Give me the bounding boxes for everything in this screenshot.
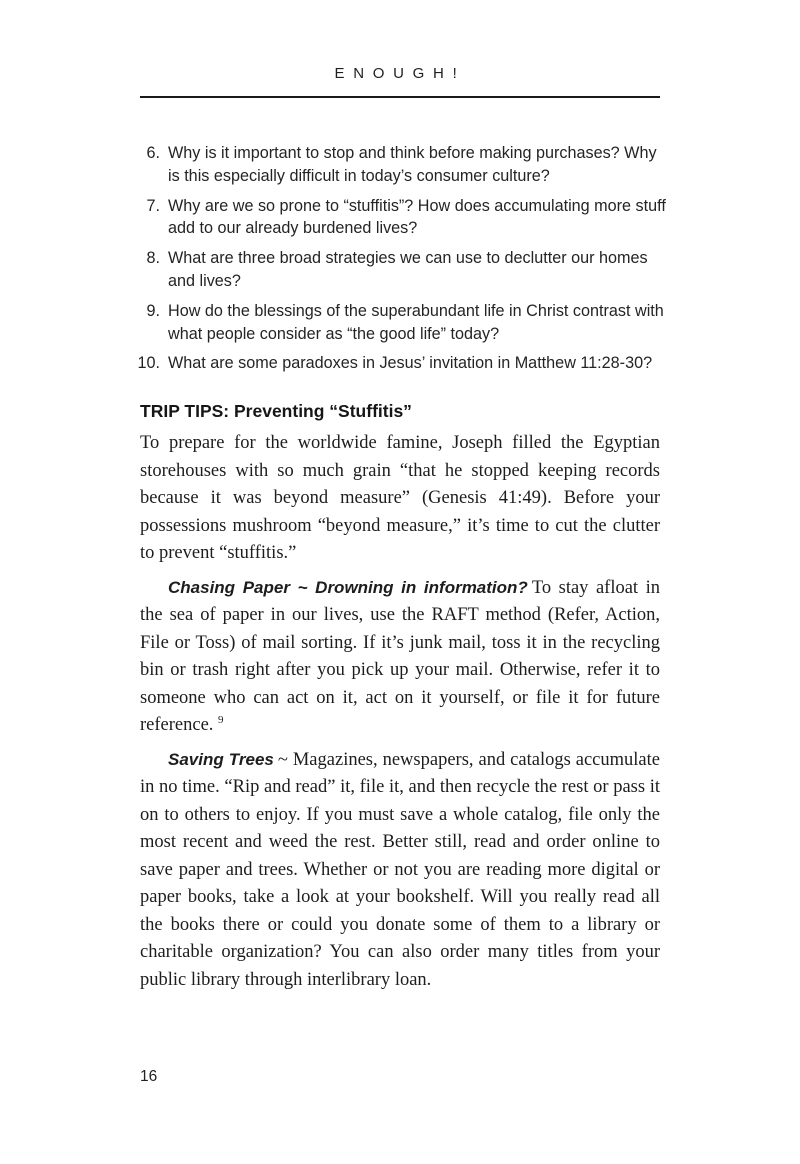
- paragraph-stuffitis-intro: [140, 430, 660, 568]
- question-text: What are some paradoxes in Jesus’ invitation in Matthew 11:28-30?: [168, 354, 653, 373]
- question-number: 10.: [137, 354, 160, 373]
- paragraph-text: To prepare for the worldwide famine, Joseph filled the Egyptian storehouses with so much grain “that he stopped keeping records because it was beyond measure” (Genesis 41:49). Before your possessions mushroom “beyond measure,” it’s time to cut the clutter to prevent “stuffitis.”: [140, 433, 660, 564]
- paragraph-text: To stay afloat in the sea of paper in our lives, use the RAFT method (Refer, Action, File or Toss) of mail sorting. If it’s junk mail, toss it in the recycling bin or trash right after you pick up your mail. Otherwise, refer it to someone who can act on it, act on it yourself, or file it for future reference.: [140, 577, 661, 736]
- question-number: 7.: [146, 196, 160, 215]
- question-item: [130, 247, 670, 293]
- question-number: 8.: [146, 249, 160, 268]
- question-text: Why is it important to stop and think before making purchases? Why is this especially difficult in today’s consumer culture?: [168, 144, 657, 185]
- page-number: 16: [140, 1068, 158, 1085]
- question-number: 9.: [146, 301, 160, 320]
- section-heading: TRIP TIPS: Preventing “Stuffitis”: [140, 401, 412, 422]
- paragraph-lead: Saving Trees: [168, 749, 274, 769]
- running-header: [0, 0, 800, 81]
- question-list: [130, 142, 670, 375]
- question-text: Why are we so prone to “stuffitis”? How does accumulating more stuff add to our already burdened lives?: [168, 196, 666, 238]
- paragraph-text: ~ Magazines, newspapers, and catalogs accumulate in no time. “Rip and read” it, file it, and then recycle the rest or pass it on to others to enjoy. If you must save a whole catalog, file only the most recent and weed the rest. Better still, read and order online to save paper and trees. Whether or not you are reading more digital or paper books, take a look at your bookshelf. Will you really read all the books there or could you donate some of them to a library or charitable organization? You can also order many titles from your public library through interlibrary loan.: [140, 749, 660, 990]
- question-text: What are three broad strategies we can use to declutter our homes and lives?: [168, 249, 648, 290]
- question-item: [130, 352, 670, 375]
- running-header-title: ENOUGH!: [334, 65, 466, 82]
- question-number: 6.: [146, 144, 160, 162]
- question-item: [130, 195, 670, 241]
- paragraph-lead: Chasing Paper ~ Drowning in information?: [168, 577, 528, 597]
- question-text: How do the blessings of the superabundant life in Christ contrast with what people consider as “the good life” today?: [168, 301, 664, 343]
- footnote-reference: 9: [218, 714, 224, 727]
- question-item: [130, 142, 670, 188]
- question-item: [130, 300, 670, 346]
- header-rule: [140, 96, 660, 98]
- paragraph-chasing-paper: [140, 574, 660, 740]
- paragraph-saving-trees: [140, 746, 660, 995]
